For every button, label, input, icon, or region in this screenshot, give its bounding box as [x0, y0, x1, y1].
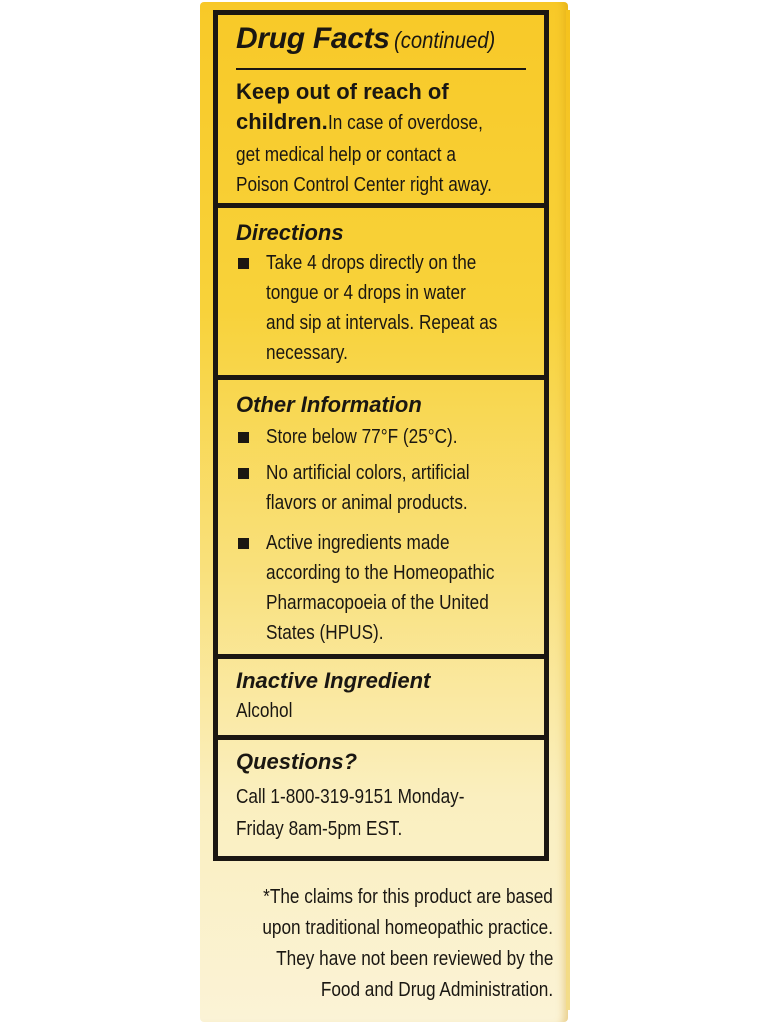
- directions-line: and sip at intervals. Repeat as: [266, 312, 498, 334]
- other-info-item: [236, 528, 532, 648]
- bullet-square-icon: [238, 468, 249, 479]
- continued-label: (continued): [394, 27, 496, 53]
- keep-out-line2-rest: In case of overdose,: [327, 112, 483, 134]
- footnote-line: *The claims for this product are based: [263, 886, 553, 908]
- inactive-ingredient-section: [218, 666, 544, 726]
- keep-out-bold-line1: Keep out of reach of: [236, 79, 449, 104]
- inactive-ingredient-heading: Inactive Ingredient: [236, 668, 431, 693]
- questions-section: [218, 747, 544, 845]
- keep-out-section: [218, 77, 544, 200]
- directions-item: [236, 248, 532, 368]
- other-information-heading: Other Information: [236, 392, 422, 417]
- footnote-line: upon traditional homeopathic practice.: [262, 917, 553, 939]
- other-information-section: [218, 390, 544, 648]
- directions-line: necessary.: [266, 342, 348, 364]
- drug-facts-header: [236, 22, 536, 56]
- inactive-ingredient-value: Alcohol: [236, 700, 293, 722]
- other-info-item: [236, 458, 532, 518]
- section-divider: [218, 654, 544, 659]
- directions-line: tongue or 4 drops in water: [266, 282, 466, 304]
- bullet-square-icon: [238, 538, 249, 549]
- bullet-square-icon: [238, 258, 249, 269]
- keep-out-line4: Poison Control Center right away.: [236, 174, 492, 196]
- keep-out-bold-line2: children.: [236, 109, 328, 134]
- other-info-line: No artificial colors, artificial: [266, 462, 470, 484]
- questions-heading: Questions?: [236, 749, 358, 774]
- other-info-line: Active ingredients made: [266, 532, 450, 554]
- other-info-line: States (HPUS).: [266, 622, 384, 644]
- section-divider: [218, 735, 544, 740]
- bullet-square-icon: [238, 432, 249, 443]
- directions-section: [218, 218, 544, 368]
- directions-line: Take 4 drops directly on the: [266, 252, 477, 274]
- other-info-line: flavors or animal products.: [266, 492, 468, 514]
- other-info-line: according to the Homeopathic: [266, 562, 495, 584]
- questions-line: Friday 8am-5pm EST.: [236, 818, 403, 840]
- other-info-line: Pharmacopoeia of the United: [266, 592, 489, 614]
- section-divider: [218, 203, 544, 208]
- questions-line: Call 1-800-319-9151 Monday-: [236, 786, 465, 808]
- drug-facts-title: Drug Facts: [236, 22, 390, 55]
- footnote-line: They have not been reviewed by the: [275, 948, 553, 970]
- label-edge: [566, 10, 570, 1010]
- section-divider: [218, 375, 544, 380]
- other-info-item: [236, 422, 532, 452]
- title-divider: [236, 68, 526, 70]
- other-info-line: Store below 77°F (25°C).: [266, 426, 458, 448]
- footnote-line: Food and Drug Administration.: [320, 979, 553, 1001]
- directions-heading: Directions: [236, 220, 344, 245]
- footnote: [208, 882, 553, 1006]
- keep-out-line3: get medical help or contact a: [236, 144, 456, 166]
